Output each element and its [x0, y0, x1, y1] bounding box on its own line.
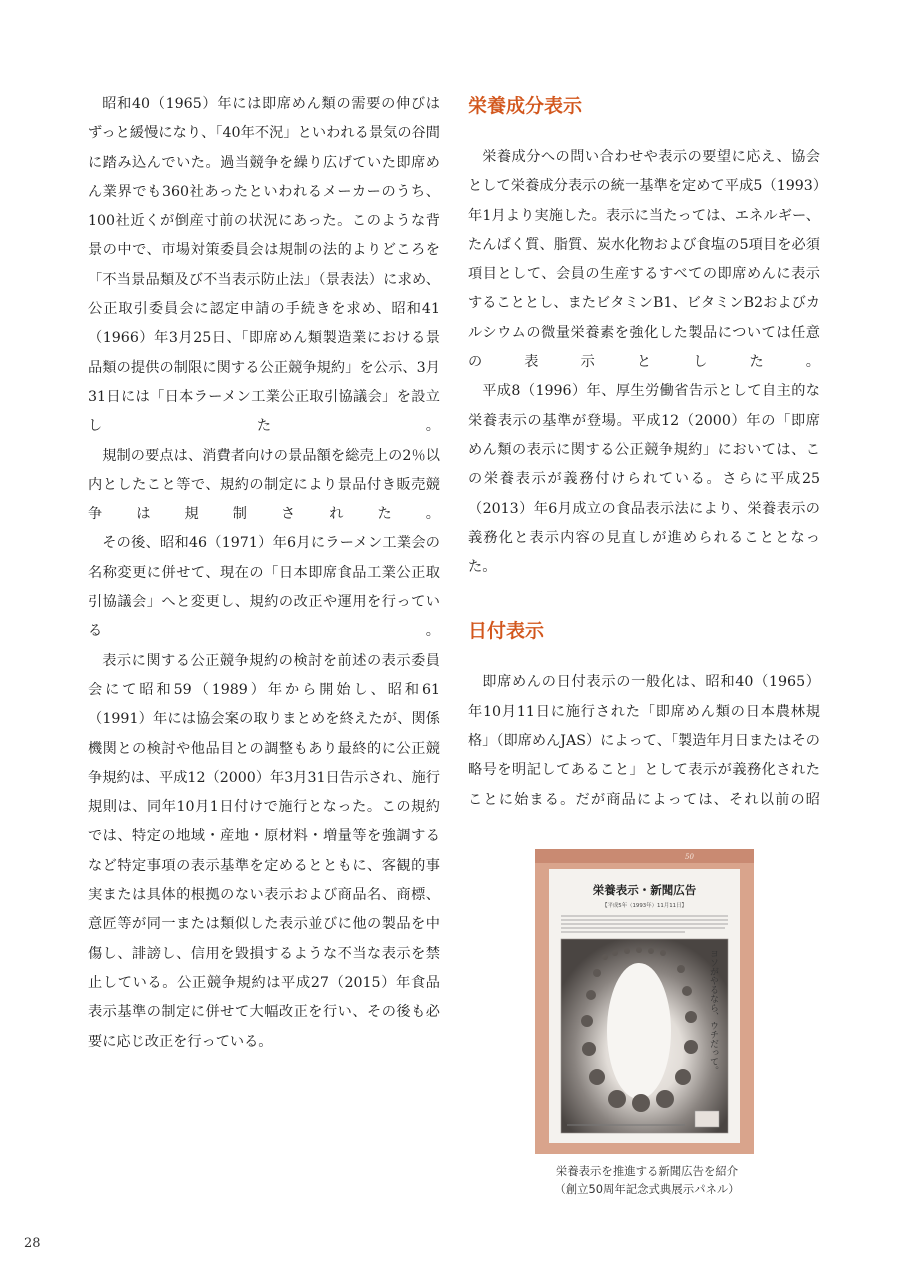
body-paragraph: その後、昭和46（1971）年6月にラーメン工業会の名称変更に併せて、現在の「日本即席食品工業公正取引協議会」へと変更し、規約の改正や運用を行っている。 [88, 535, 440, 640]
right-column [468, 95, 820, 815]
nutrition-heading: 栄養成分表示 [468, 95, 583, 117]
caption-line: （創立50周年記念式典展示パネル） [554, 1182, 740, 1196]
ad-table [607, 963, 671, 1099]
ad-logo [695, 1111, 719, 1127]
body-paragraph: 昭和40（1965）年には即席めん類の需要の伸びはずっと緩慢になり、「40年不況」といわれる景気の谷間に踏み込んでいた。過当競争を繰り広げていた即席めん業界でも360社あったといわれるメーカーのうち、100社近くが倒産寸前の状況にあった。このような背景の中で、市場対策委員会は規制の法的よりどころを「不当景品類及び不当表示防止法」（景表法）に求め、公正取引委員会に認定申請の手続きを求め、昭和41（1966）年3月25日、「即席めん類製造業における景品類の提供の制限に関する公正競争規約」を公示、3月31日には「日本ラーメン工業公正取引協議会」を設立した。 [88, 96, 440, 435]
figure-caption [470, 1162, 824, 1198]
caption-line: 栄養表示を推進する新聞広告を紹介 [555, 1164, 739, 1178]
panel-date: 【平成5年（1993年）11月11日】 [602, 903, 687, 909]
date-heading: 日付表示 [468, 620, 545, 643]
body-paragraph: 規制の要点は、消費者向けの景品額を総売上の2％以内としたこと等で、規約の制定により景品付き販売競争は規制された。 [88, 447, 440, 523]
panel-title: 栄養表示・新聞広告 [592, 883, 697, 897]
svg-text:50: 50 [685, 853, 694, 861]
body-paragraph: 即席めんの日付表示の一般化は、昭和40（1965）年10月11日に施行された「即席めん類の日本農林規格」（即席めんJAS）によって、「製造年月日またはその略号を明記してあること」として表示が義務化されたことに始まる。だが商品によっては、それ以前の昭 [468, 674, 820, 808]
body-paragraph: 栄養成分への問い合わせや表示の要望に応え、協会として栄養成分表示の統一基準を定めて平成5（1993）年1月より実施した。表示に当たっては、エネルギー、たんぱく質、脂質、炭水化物および食塩の5項目を必須項目として、会員の生産するすべての即席めんに表示することとし、またビタミンB1、ビタミンB2およびカルシウムの微量栄養素を強化した製品については任意の表示とした。 [468, 149, 820, 371]
body-paragraph: 表示に関する公正競争規約の検討を前述の表示委員会にて昭和59（1989）年から開始し、昭和61（1991）年には協会案の取りまとめを終えたが、関係機関との検討や他品目との調整もあり最終的に公正競争規約は、平成12（2000）年3月31日告示され、施行規則は、同年10月1日付けで施行となった。この規約では、特定の地域・産地・原材料・増量等を強調するなど特定事項の表示基準を定めるとともに、客観的事実または具体的根拠のない表示および商品名、商標、意匠等が同一または類似した表示並びに他の製品を中傷し、誹謗し、信用を毀損するような不当な表示を禁止している。公正競争規約は平成27（2015）年食品表示基準の制定に併せて大幅改正を行い、その後も必要に応じ改正を行っている。 [88, 652, 440, 1050]
ad-headline: ヨソがやるなら、ウチだって。 [708, 949, 718, 1075]
newspaper-ad-panel-image [535, 849, 754, 1154]
left-column [88, 90, 440, 1057]
page-number: 28 [24, 1236, 41, 1251]
body-paragraph: 平成8（1996）年、厚生労働省告示として自主的な栄養表示の基準が登場。平成12（2000）年の「即席めん類の表示に関する公正競争規約」においては、この栄養表示が義務付けられている。さらに平成25（2013）年6月成立の食品表示法により、栄養表示の義務化と表示内容の見直しが進められることとなった。 [468, 383, 820, 576]
panel-top-band [535, 849, 754, 863]
